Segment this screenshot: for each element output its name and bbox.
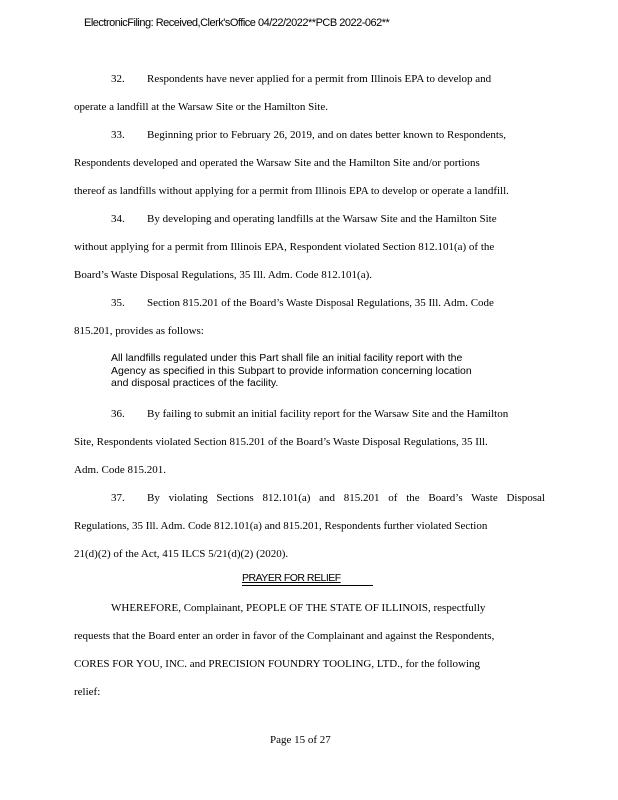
paragraph-34-line-3: Board’s Waste Disposal Regulations, 35 Ill. Adm. Code 812.101(a). [74,269,373,281]
paragraph-37-line-2: Regulations, 35 Ill. Adm. Code 812.101(a) and 815.201, Respondents further violated Section [74,520,488,532]
paragraph-number: 34. [111,213,125,225]
section-heading: PRAYER FOR RELIEF [242,572,341,584]
paragraph-number: 37. [111,492,125,504]
page-number: Page 15 of 27 [270,734,331,746]
paragraph-37-line-3: 21(d)(2) of the Act, 415 ILCS 5/21(d)(2) (2020). [74,548,289,560]
paragraph-37-line-1: 37. By violating Sections 812.101(a) and 815.201 of the Board’s Waste Disposal [111,492,545,504]
paragraph-33-line-2: Respondents developed and operated the Warsaw Site and the Hamilton Site and/or portions [74,157,480,169]
paragraph-35-line-2: 815.201, provides as follows: [74,325,204,337]
paragraph-number: 32. [111,73,125,85]
paragraph-32-line-2: operate a landfill at the Warsaw Site or the Hamilton Site. [74,101,328,113]
paragraph-number: 36. [111,408,125,420]
heading-underline [242,585,373,586]
block-quote [111,352,531,390]
quote-line-1: All landfills regulated under this Part shall file an initial facility report with the [111,352,463,364]
prayer-line-2: requests that the Board enter an order in favor of the Complainant and against the Respondents, [74,630,495,642]
paragraph-number: 33. [111,129,125,141]
paragraph-36-line-3: Adm. Code 815.201. [74,464,166,476]
filing-header: ElectronicFiling: Received,Clerk'sOffice 04/22/2022**PCB 2022-062** [84,17,390,29]
prayer-line-3: CORES FOR YOU, INC. and PRECISION FOUNDRY TOOLING, LTD., for the following [74,658,480,670]
quote-line-3: and disposal practices of the facility. [111,377,279,389]
paragraph-36-line-2: Site, Respondents violated Section 815.201 of the Board’s Waste Disposal Regulations, 35 Ill. [74,436,488,448]
paragraph-33-line-3: thereof as landfills without applying for a permit from Illinois EPA to develop or operate a landfill. [74,185,509,197]
paragraph-34-line-1: 34. By developing and operating landfills at the Warsaw Site and the Hamilton Site [111,213,497,225]
paragraph-32-line-1: 32. Respondents have never applied for a permit from Illinois EPA to develop and [111,73,492,85]
paragraph-34-line-2: without applying for a permit from Illinois EPA, Respondent violated Section 812.101(a) of the [74,241,495,253]
prayer-line-1: WHEREFORE, Complainant, PEOPLE OF THE STATE OF ILLINOIS, respectfully [111,602,486,614]
paragraph-35-line-1: 35. Section 815.201 of the Board’s Waste Disposal Regulations, 35 Ill. Adm. Code [111,297,494,309]
paragraph-number: 35. [111,297,125,309]
prayer-line-4: relief: [74,686,101,698]
quote-line-2: Agency as specified in this Subpart to provide information concerning location [111,364,472,377]
paragraph-33-line-1: 33. Beginning prior to February 26, 2019, and on dates better known to Respondents, [111,129,506,141]
paragraph-36-line-1: 36. By failing to submit an initial facility report for the Warsaw Site and the Hamilton [111,408,509,420]
